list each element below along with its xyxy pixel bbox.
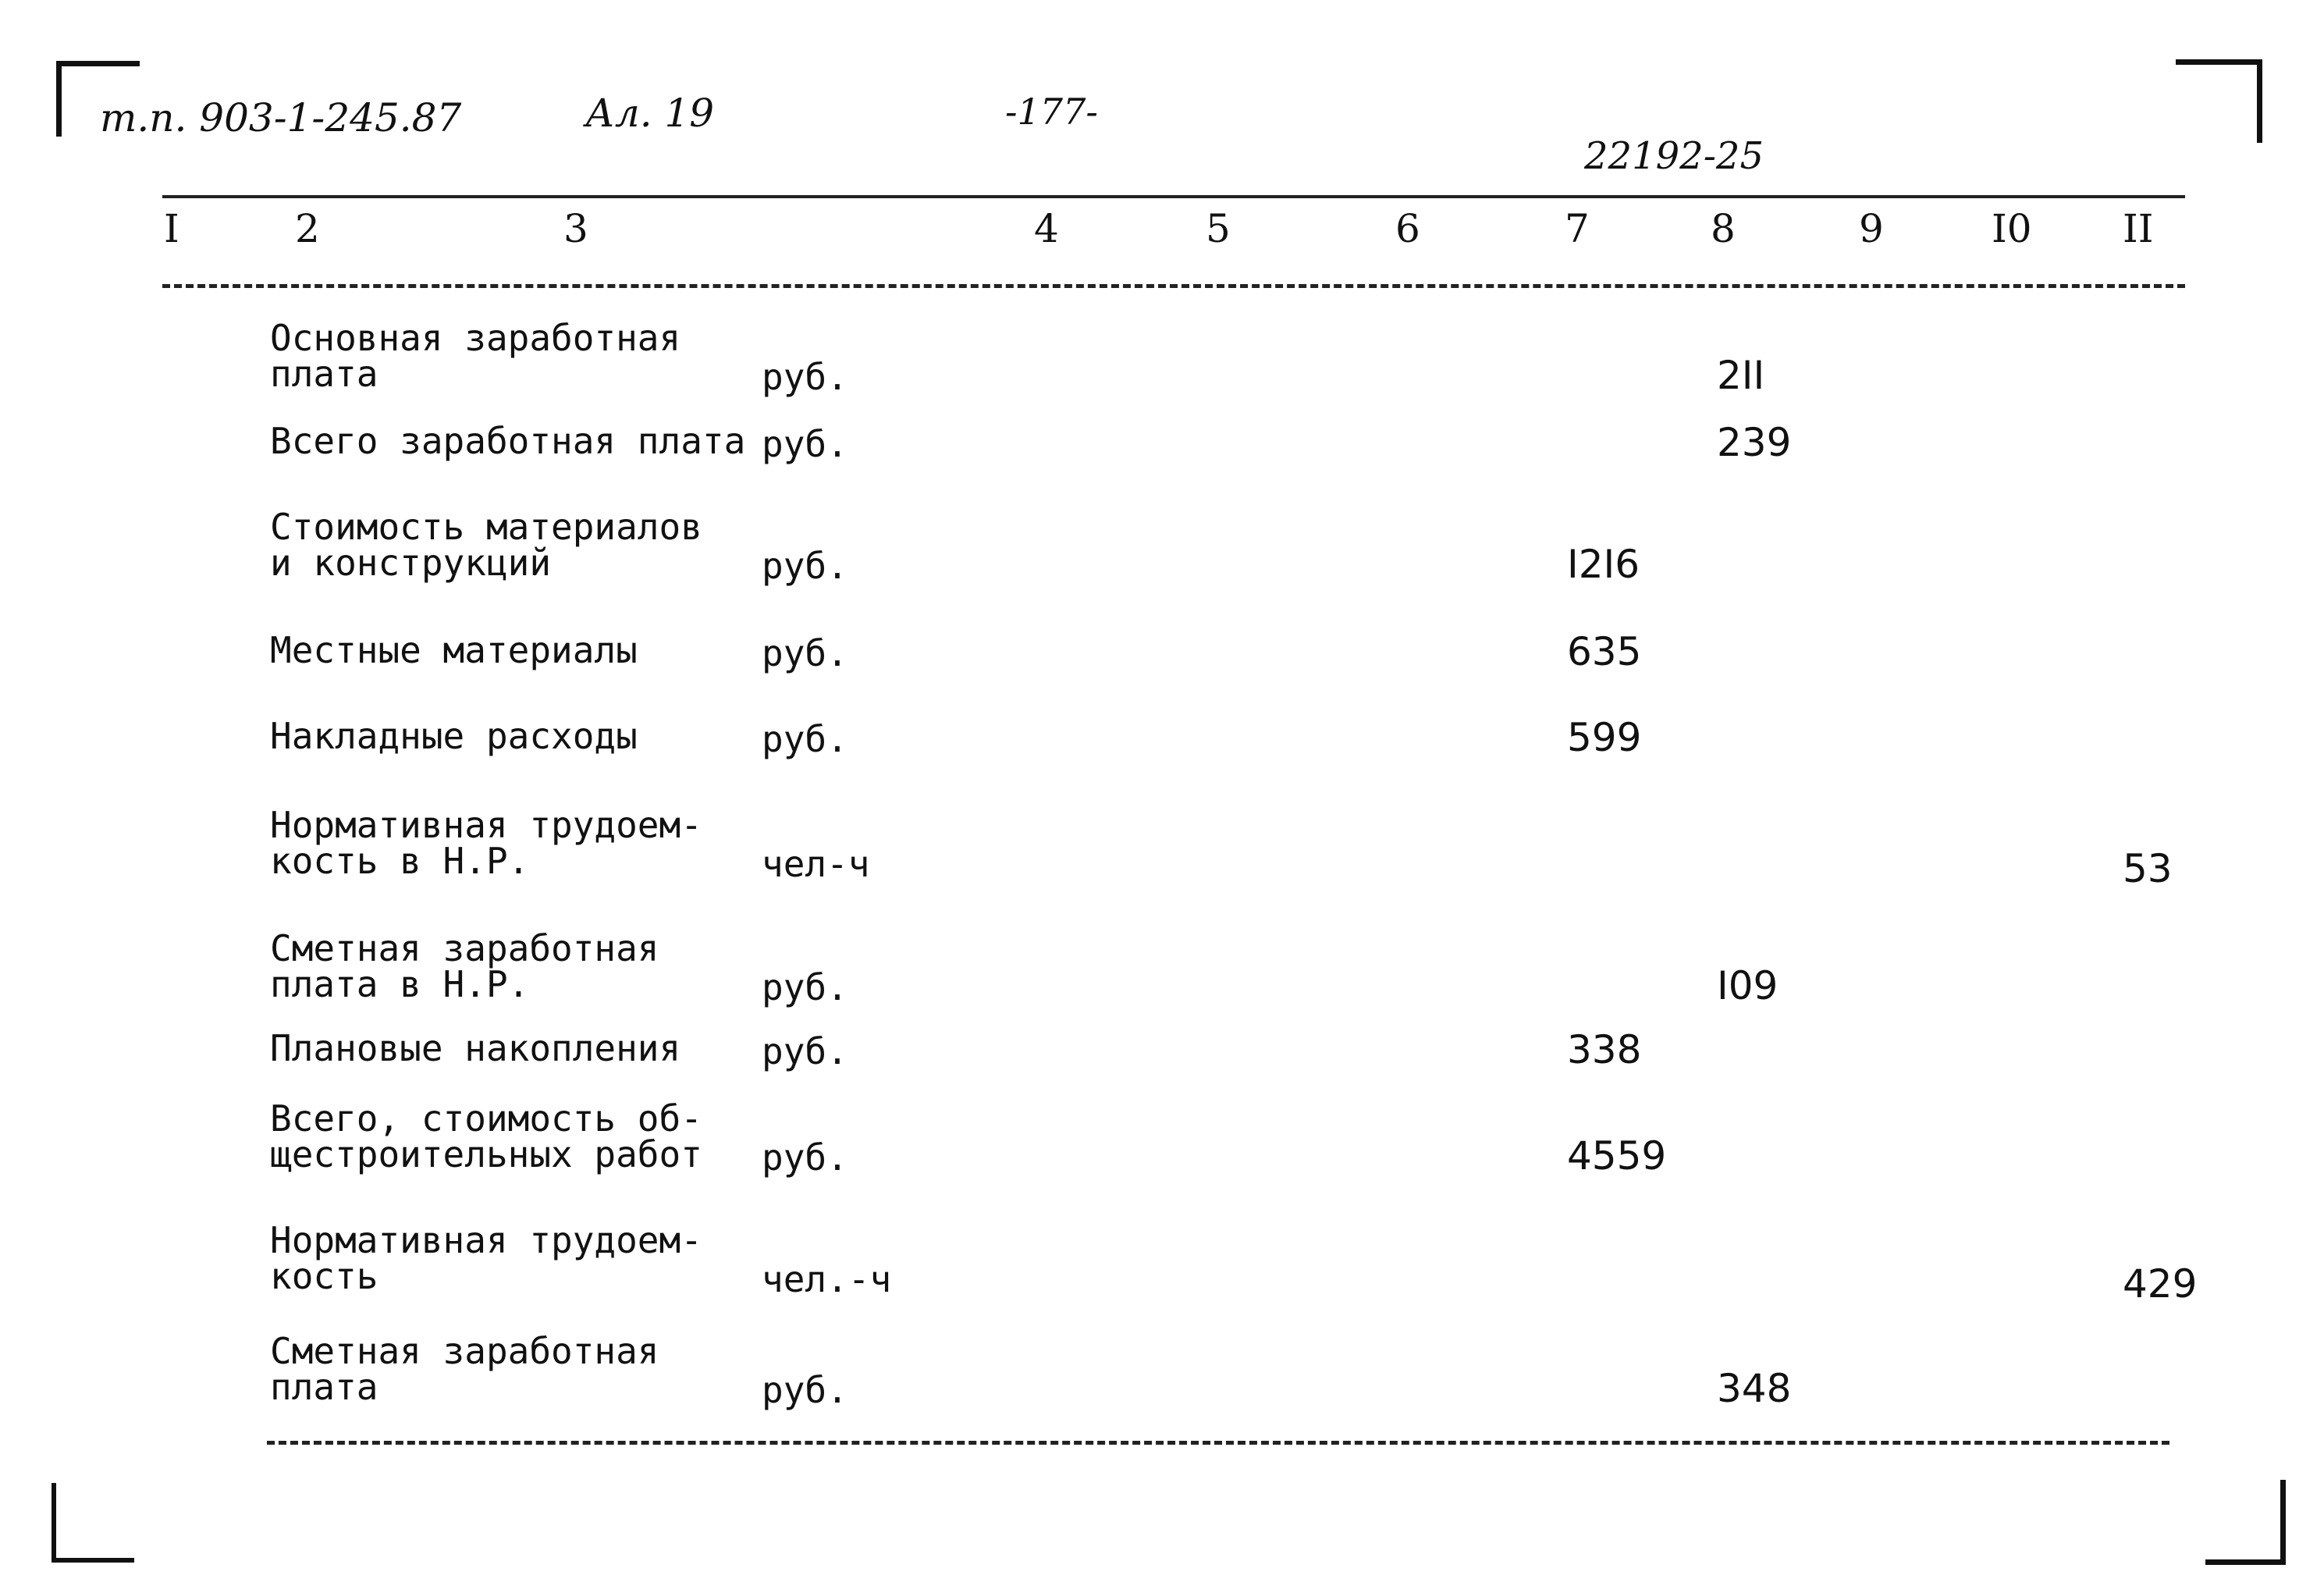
row-unit: руб. [762, 718, 848, 760]
row-label: плата в Н.Р. [270, 963, 530, 1005]
column-header-5: 5 [1206, 206, 1231, 251]
row-label: Накладные расходы [270, 715, 638, 757]
row-label: щестроительных работ [270, 1133, 702, 1175]
row-label: кость [270, 1255, 378, 1297]
header-bottom-rule [162, 284, 2185, 288]
column-header-1: I [164, 206, 179, 251]
row-unit: чел-ч [762, 843, 870, 885]
row-label: Нормативная трудоем- [270, 804, 702, 846]
row-label: плата [270, 1366, 378, 1408]
row-unit: руб. [762, 1030, 848, 1072]
row-label: Местные материалы [270, 629, 638, 671]
row-label: плата [270, 353, 378, 395]
sheet-number: Ал. 19 [585, 91, 715, 136]
column-header-11: II [2123, 206, 2154, 251]
column-header-8: 8 [1711, 206, 1736, 251]
row-label: Сметная заработная [270, 1330, 659, 1372]
row-value: 2II [1717, 353, 1765, 398]
row-unit: руб. [762, 423, 848, 465]
row-unit: руб. [762, 545, 848, 587]
row-label: Всего заработная плата [270, 420, 746, 462]
row-unit: чел.-ч [762, 1258, 892, 1300]
crop-mark-bottom-left [52, 1483, 134, 1563]
row-value: 348 [1717, 1366, 1792, 1411]
table-bottom-rule [267, 1441, 2169, 1445]
row-label: Сметная заработная [270, 927, 659, 969]
column-header-6: 6 [1395, 206, 1420, 251]
row-label: Нормативная трудоем- [270, 1219, 702, 1261]
row-label: Основная заработная [270, 317, 681, 359]
column-header-4: 4 [1034, 206, 1059, 251]
column-header-2: 2 [295, 206, 320, 251]
column-header-9: 9 [1859, 206, 1884, 251]
row-label: Всего, стоимость об- [270, 1097, 702, 1140]
row-value: 599 [1567, 715, 1642, 760]
crop-mark-top-right [2176, 59, 2262, 143]
row-unit: руб. [762, 1136, 848, 1179]
row-value: 429 [2123, 1261, 2198, 1307]
handwritten-number: 22192-25 [1584, 134, 1764, 178]
document-code: т.п. 903-1-245.87 [100, 95, 462, 140]
row-value: 338 [1567, 1027, 1642, 1072]
row-label: и конструкций [270, 542, 552, 584]
row-value: I2I6 [1567, 542, 1640, 587]
column-header-3: 3 [563, 206, 588, 251]
row-label: Плановые накопления [270, 1027, 681, 1069]
row-unit: руб. [762, 632, 848, 674]
crop-mark-bottom-right [2205, 1480, 2286, 1565]
row-value: 53 [2123, 846, 2173, 891]
row-unit: руб. [762, 356, 848, 398]
row-label: Стоимость материалов [270, 506, 702, 548]
row-unit: руб. [762, 966, 848, 1008]
row-value: 239 [1717, 420, 1792, 465]
table-top-rule [162, 195, 2185, 198]
page-number: -177- [1005, 91, 1098, 133]
row-value: 4559 [1567, 1133, 1667, 1179]
column-header-7: 7 [1565, 206, 1590, 251]
row-value: 635 [1567, 629, 1642, 674]
column-header-10: I0 [1992, 206, 2032, 251]
row-label: кость в Н.Р. [270, 840, 530, 882]
row-value: I09 [1717, 963, 1779, 1008]
row-unit: руб. [762, 1369, 848, 1411]
